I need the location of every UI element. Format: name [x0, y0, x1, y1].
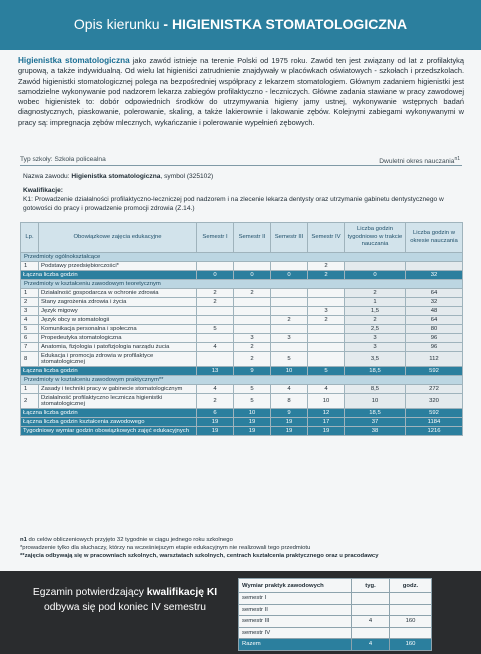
- col-s2: Semestr II: [234, 223, 271, 253]
- row-lp: 8: [21, 352, 39, 367]
- practice-col-weeks: tyg.: [352, 579, 390, 593]
- row-weekly: 3: [345, 334, 406, 343]
- sum-general-s3: 0: [271, 271, 308, 280]
- practice-sum-label: Razem: [239, 639, 352, 651]
- row-weekly: [345, 262, 406, 271]
- sum-theory-weekly: 18,5: [345, 367, 406, 376]
- row-weekly: 1: [345, 298, 406, 307]
- row-s2: [234, 316, 271, 325]
- row-s4: 2: [308, 262, 345, 271]
- row-s4: 2: [308, 316, 345, 325]
- row-weekly: 2: [345, 316, 406, 325]
- table-row: [21, 343, 463, 352]
- school-meta-row: [20, 156, 460, 166]
- row-s1: 4: [197, 385, 234, 394]
- sum-practice-s1: 6: [197, 409, 234, 418]
- row-subject: Zasady i techniki pracy w gabinecie stomatologicznym: [39, 385, 197, 394]
- practice-hours: [390, 593, 432, 605]
- sum-weekly-weekly: 38: [345, 427, 406, 436]
- practice-weeks: [352, 593, 390, 605]
- table-row: [21, 262, 463, 271]
- row-lp: 3: [21, 307, 39, 316]
- row-s3: 3: [271, 334, 308, 343]
- exam-line1: Egzamin potwierdzający: [32, 587, 147, 598]
- row-subject: Komunikacja personalna i społeczna: [39, 325, 197, 334]
- sum-practice-s4: 12: [308, 409, 345, 418]
- duration: [379, 156, 460, 165]
- row-subject: Działalność profilaktyczno lecznicza higienistki stomatologicznej: [39, 394, 197, 409]
- row-s2: [234, 262, 271, 271]
- note-n1: [20, 536, 464, 544]
- title-main: HIGIENISTKA STOMATOLOGICZNA: [171, 16, 408, 32]
- school-type: Typ szkoły: Szkoła policealna: [20, 156, 106, 163]
- col-subject: Obowiązkowe zajęcia edukacyjne: [39, 223, 197, 253]
- practice-body: [239, 593, 432, 651]
- profession-line: [23, 172, 461, 181]
- row-lp: 2: [21, 394, 39, 409]
- practice-sum-hours: 160: [390, 639, 432, 651]
- row-subject: Propedeutyka stomatologiczna: [39, 334, 197, 343]
- sum-weekly-total: 1216: [406, 427, 463, 436]
- sum-weekly-label: Tygodniowy wymiar godzin obowiązkowych zajęć edukacyjnych: [21, 427, 197, 436]
- practice-row: [239, 593, 432, 605]
- row-lp: 5: [21, 325, 39, 334]
- row-s1: [197, 352, 234, 367]
- row-total: 48: [406, 307, 463, 316]
- row-weekly: 3: [345, 343, 406, 352]
- row-s1: [197, 334, 234, 343]
- practice-hours: [390, 604, 432, 616]
- col-weekly: Liczba godzin tygodniowo w trakcie nauczania: [345, 223, 406, 253]
- row-s4: 3: [308, 307, 345, 316]
- row-s1: [197, 307, 234, 316]
- row-lp: 2: [21, 298, 39, 307]
- row-s3: 5: [271, 352, 308, 367]
- row-weekly: 1,5: [345, 307, 406, 316]
- row-lp: 4: [21, 316, 39, 325]
- row-weekly: 10: [345, 394, 406, 409]
- row-s3: [271, 262, 308, 271]
- col-s4: Semestr IV: [308, 223, 345, 253]
- sum-vocational-s4: 17: [308, 418, 345, 427]
- section-practice-label: Przedmioty w kształceniu zawodowym praktycznym**: [21, 376, 463, 385]
- row-weekly: 2: [345, 289, 406, 298]
- row-s2: [234, 298, 271, 307]
- table-header-row: [21, 223, 463, 253]
- row-lp: 1: [21, 289, 39, 298]
- row-weekly: 3,5: [345, 352, 406, 367]
- title-prefix: Opis kierunku: [73, 16, 160, 32]
- table-row: [21, 298, 463, 307]
- table-row: [21, 394, 463, 409]
- exam-qualification: kwalifikację KI: [146, 587, 218, 598]
- intro-text: jako zawód istnieje na terenie Polski od 1975 roku. Zawód ten jest związany od lat z profilaktyką grupową, a także indywidualną. Od wielu lat higieniści zatrudnienie znajdywały w placówkach oświatowych - szkołach i przedszkolach. Zawód higienistki stomatologicznej polega na bezpośredniej współpracy z lekarzem stomatologiem. Głównym zadaniem higienistki jest samodzielne wykonywanie pod nadzorem lekarza zabiegów profilaktyczno - leczniczych. Główne zadania stawiane w pracy zawodowej wobec higienistek to: dobór odpowiednich środków do utrzymywania higieny jamy ustnej, wykonywanie wstępnych badań diagnostycznych, piaskowanie, polerowanie, skaling, a także lakierownie i lakowanie zębów. Kolejnymi zabiegami wykonywanymi w pracy są: impregnacja zębów mlecznych, wykańczanie i polerowanie wypełnień zębowych.: [18, 56, 464, 127]
- row-s2: 2: [234, 352, 271, 367]
- row-total: 272: [406, 385, 463, 394]
- row-s1: 2: [197, 394, 234, 409]
- sum-theory-s3: 10: [271, 367, 308, 376]
- profession-label: Nazwa zawodu:: [23, 173, 72, 180]
- row-subject: Edukacja i promocja zdrowia w profilaktyce stomatologicznej: [39, 352, 197, 367]
- section-theory-label: Przedmioty w kształceniu zawodowym teoretycznym: [21, 280, 463, 289]
- row-total: 80: [406, 325, 463, 334]
- row-lp: 6: [21, 334, 39, 343]
- qual-heading-text: Kwalifikacje:: [23, 187, 63, 194]
- sum-theory-s4: 5: [308, 367, 345, 376]
- row-total: 32: [406, 298, 463, 307]
- sum-weekly-s3: 19: [271, 427, 308, 436]
- practice-hours: [390, 627, 432, 639]
- sum-general-s4: 2: [308, 271, 345, 280]
- sum-weekly-s4: 19: [308, 427, 345, 436]
- practice-header-row: [239, 579, 432, 593]
- row-subject: Anatomia, fizjologia i patofizjologia narządu żucia: [39, 343, 197, 352]
- sum-theory-s2: 9: [234, 367, 271, 376]
- row-s2: 2: [234, 289, 271, 298]
- sum-theory-label: Łączna liczba godzin: [21, 367, 197, 376]
- practice-semester: semestr I: [239, 593, 352, 605]
- row-subject: Stany zagrożenia zdrowia i życia: [39, 298, 197, 307]
- table-row: [21, 325, 463, 334]
- row-lp: 7: [21, 343, 39, 352]
- section-general: [21, 253, 463, 262]
- table-row: [21, 385, 463, 394]
- row-s1: 4: [197, 343, 234, 352]
- section-theory: [21, 280, 463, 289]
- practice-row: [239, 627, 432, 639]
- row-s2: 2: [234, 343, 271, 352]
- practice-col-hours: godz.: [390, 579, 432, 593]
- row-total: 96: [406, 343, 463, 352]
- table-row: [21, 334, 463, 343]
- row-s2: 5: [234, 394, 271, 409]
- qual-heading: [23, 186, 461, 195]
- col-s1: Semestr I: [197, 223, 234, 253]
- row-s4: [308, 298, 345, 307]
- sum-theory-total: 592: [406, 367, 463, 376]
- row-s2: 3: [234, 334, 271, 343]
- row-s4: [308, 352, 345, 367]
- divider: [20, 165, 462, 166]
- practice-weeks: [352, 604, 390, 616]
- row-s4: [308, 325, 345, 334]
- row-lp: 1: [21, 262, 39, 271]
- practice-semester: semestr IV: [239, 627, 352, 639]
- practice-table: [238, 578, 432, 651]
- row-s3: 2: [271, 316, 308, 325]
- row-total: [406, 262, 463, 271]
- row-s3: 4: [271, 385, 308, 394]
- row-s3: [271, 298, 308, 307]
- practice-hours: 160: [390, 616, 432, 628]
- sum-vocational-s3: 19: [271, 418, 308, 427]
- sum-vocational: [21, 418, 463, 427]
- profession-symbol: , symbol (325102): [160, 173, 214, 180]
- table-row: [21, 316, 463, 325]
- sum-practice-label: Łączna liczba godzin: [21, 409, 197, 418]
- row-subject: Podstawy przedsiębiorczości*: [39, 262, 197, 271]
- header-bar: [0, 0, 481, 50]
- practice-sum-weeks: 4: [352, 639, 390, 651]
- row-s2: 5: [234, 385, 271, 394]
- sum-practice-s2: 10: [234, 409, 271, 418]
- note-star2: **zajęcia odbywają się w pracowniach szkolnych, warsztatach szkolnych, centrach kształcenia praktycznego oraz u pracodawcy: [20, 553, 379, 559]
- title-separator: -: [159, 16, 172, 32]
- row-s4: 10: [308, 394, 345, 409]
- practice-col-name: Wymiar praktyk zawodowych: [239, 579, 352, 593]
- sum-general-total: 32: [406, 271, 463, 280]
- intro-highlight: Higienistka stomatologiczna: [18, 56, 130, 65]
- sum-general: [21, 271, 463, 280]
- practice-semester: semestr II: [239, 604, 352, 616]
- row-s4: [308, 289, 345, 298]
- sum-vocational-weekly: 37: [345, 418, 406, 427]
- row-s3: [271, 307, 308, 316]
- page-title: [0, 16, 481, 32]
- row-s3: [271, 289, 308, 298]
- footnotes: [20, 536, 464, 560]
- practice-row: [239, 616, 432, 628]
- sum-weekly: [21, 427, 463, 436]
- row-s3: 8: [271, 394, 308, 409]
- row-s2: [234, 325, 271, 334]
- sum-vocational-label: Łączna liczba godzin kształcenia zawodowego: [21, 418, 197, 427]
- row-weekly: 2,5: [345, 325, 406, 334]
- row-weekly: 8,5: [345, 385, 406, 394]
- row-total: 64: [406, 316, 463, 325]
- sum-vocational-total: 1184: [406, 418, 463, 427]
- sum-practice-s3: 9: [271, 409, 308, 418]
- sum-theory-s1: 13: [197, 367, 234, 376]
- col-total: Liczba godzin w okresie nauczania: [406, 223, 463, 253]
- note-star1: *prowadzenie tylko dla słuchaczy, którzy na wcześniejszym etapie edukacyjnym nie realizowali tego przedmiotu: [20, 545, 311, 551]
- col-s3: Semestr III: [271, 223, 308, 253]
- practice-weeks: 4: [352, 616, 390, 628]
- sum-practice-total: 592: [406, 409, 463, 418]
- row-s1: 5: [197, 325, 234, 334]
- row-lp: 1: [21, 385, 39, 394]
- qualification-block: [23, 172, 461, 213]
- row-s1: [197, 262, 234, 271]
- row-total: 64: [406, 289, 463, 298]
- col-lp: Lp.: [21, 223, 39, 253]
- row-s3: [271, 343, 308, 352]
- practice-row: [239, 604, 432, 616]
- section-practice: [21, 376, 463, 385]
- note-n1-mark: n1: [20, 537, 27, 543]
- duration-sup: n1: [454, 156, 460, 162]
- table-row: [21, 307, 463, 316]
- sum-practice-weekly: 18,5: [345, 409, 406, 418]
- qual-text: K1: Prowadzenie działalności profilaktyczno-leczniczej pod nadzorem i na zlecenie lekarza dentysty oraz utrzymanie gabinetu dentystycznego w gotowości do pracy i prowadzenie promocji zdrowia (Z.14.): [23, 196, 444, 212]
- row-s4: [308, 334, 345, 343]
- sum-theory: [21, 367, 463, 376]
- row-s1: 2: [197, 298, 234, 307]
- sum-general-s2: 0: [234, 271, 271, 280]
- row-subject: Działalność gospodarcza w ochronie zdrowia: [39, 289, 197, 298]
- table-row: [21, 352, 463, 367]
- exam-info: [20, 585, 230, 615]
- exam-line2: odbywa się pod koniec IV semestru: [44, 602, 206, 613]
- practice-sum-row: [239, 639, 432, 651]
- row-s4: [308, 343, 345, 352]
- sum-vocational-s2: 19: [234, 418, 271, 427]
- row-s1: 2: [197, 289, 234, 298]
- curriculum-table: [20, 222, 463, 436]
- sum-general-label: Łączna liczba godzin: [21, 271, 197, 280]
- sum-weekly-s1: 19: [197, 427, 234, 436]
- practice-semester: semestr III: [239, 616, 352, 628]
- row-subject: Język obcy w stomatologii: [39, 316, 197, 325]
- practice-weeks: [352, 627, 390, 639]
- row-s1: [197, 316, 234, 325]
- row-total: 112: [406, 352, 463, 367]
- sum-weekly-s2: 19: [234, 427, 271, 436]
- profession-name: Higienistka stomatologiczna: [71, 173, 161, 180]
- row-total: 320: [406, 394, 463, 409]
- row-s3: [271, 325, 308, 334]
- row-s2: [234, 307, 271, 316]
- note-n1-text: do celów obliczeniowych przyjęto 32 tygodnie w ciągu jednego roku szkolnego: [28, 537, 233, 543]
- row-s4: 4: [308, 385, 345, 394]
- table-body: [21, 253, 463, 436]
- row-subject: Język migowy: [39, 307, 197, 316]
- row-total: 96: [406, 334, 463, 343]
- intro-paragraph: [18, 56, 464, 128]
- sum-practice: [21, 409, 463, 418]
- section-general-label: Przedmioty ogólnokształcące: [21, 253, 463, 262]
- table-row: [21, 289, 463, 298]
- sum-general-weekly: 0: [345, 271, 406, 280]
- duration-text: Dwuletni okres nauczania: [379, 158, 455, 166]
- sum-general-s1: 0: [197, 271, 234, 280]
- sum-vocational-s1: 19: [197, 418, 234, 427]
